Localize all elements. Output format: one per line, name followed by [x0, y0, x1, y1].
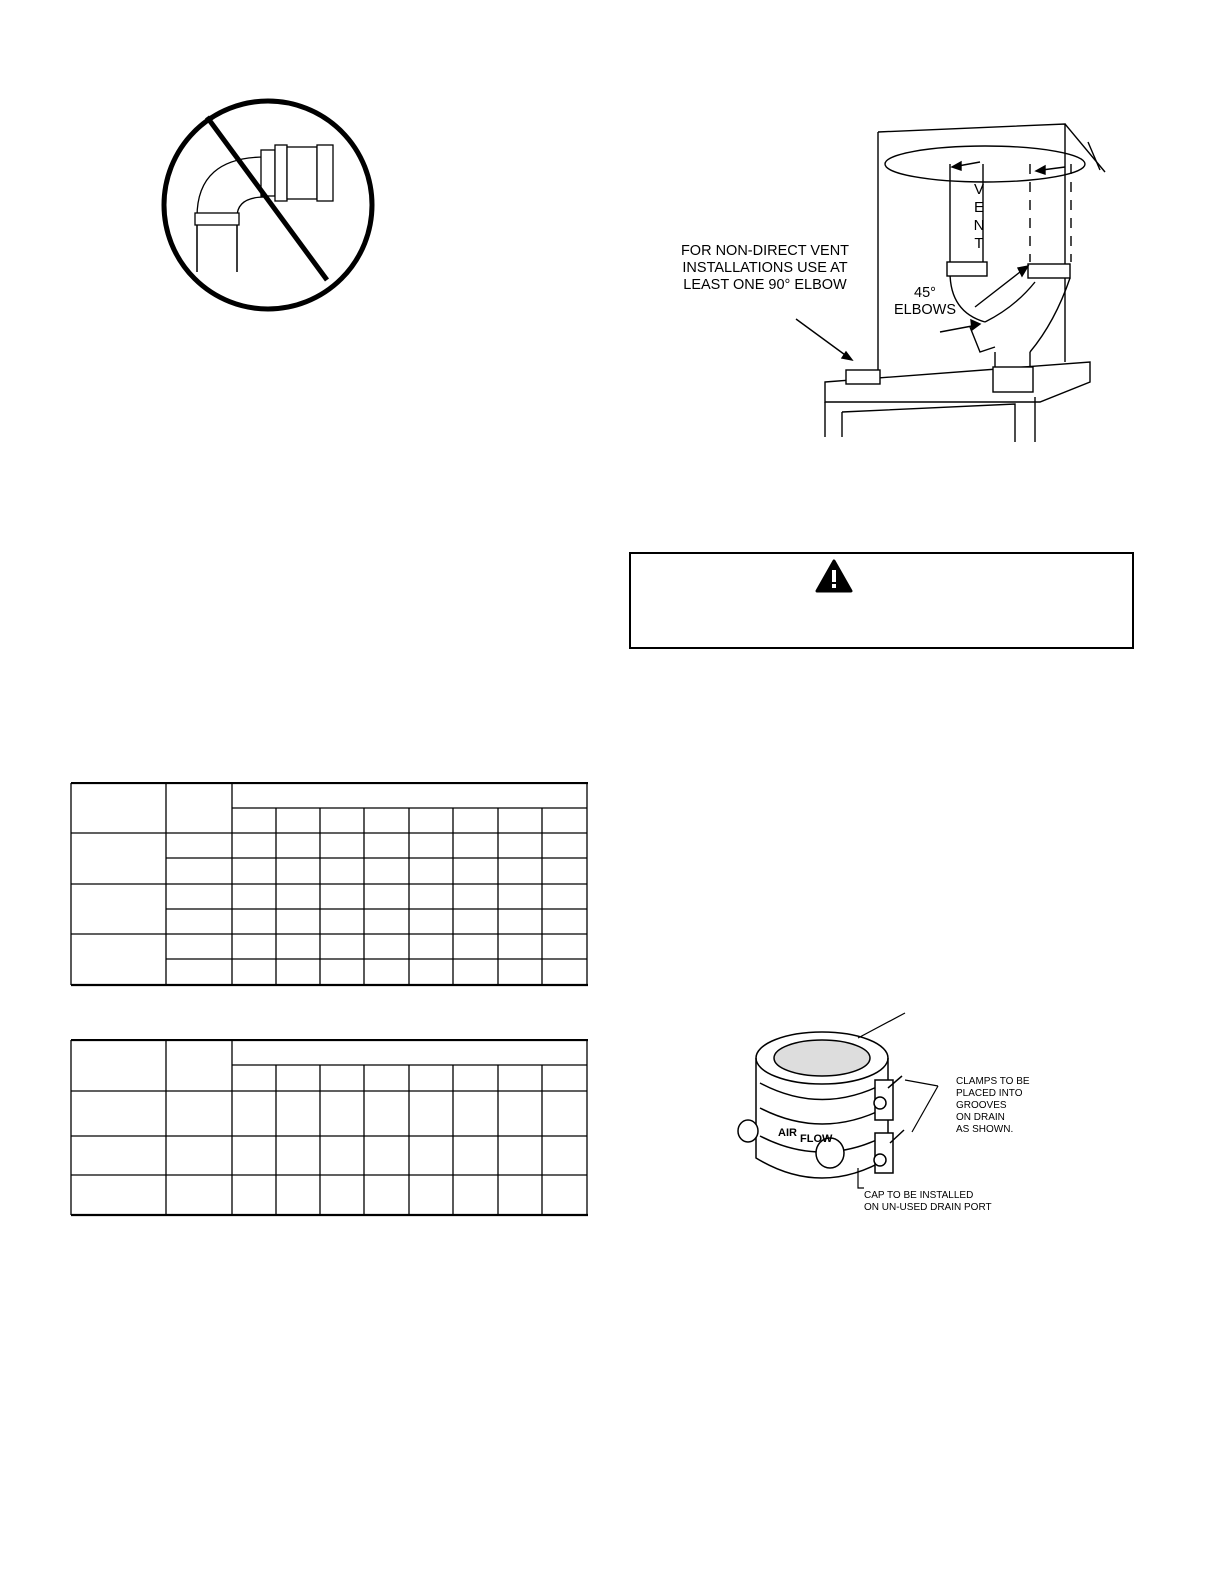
vent-pipe [947, 164, 1070, 392]
no-symbol-icon [164, 101, 372, 309]
cap-callout: CAP TO BE INSTALLED ON UN-USED DRAIN PORT [864, 1190, 992, 1213]
clamps-callout: CLAMPS TO BE PLACED INTO GROOVES ON DRAIN AS SHOWN. [956, 1076, 1030, 1135]
warning-box [629, 552, 1134, 649]
vent-letter: E [973, 199, 985, 216]
vent-letter: V [973, 181, 985, 198]
vent-letter: T [974, 235, 984, 252]
non-direct-vent-callout: FOR NON-DIRECT VENT INSTALLATIONS USE AT LEAST ONE 90° ELBOW [680, 243, 850, 293]
table-1-grid [71, 783, 588, 985]
table-2 [70, 1039, 590, 1219]
prohibited-elbow-figure [155, 95, 385, 315]
elbow-drawing [195, 145, 333, 272]
table-2-grid [71, 1040, 588, 1215]
coupling-text-flow: FLOW [800, 1133, 833, 1145]
table-1 [70, 782, 590, 988]
warning-triangle-icon [814, 558, 854, 594]
drain-callout-lines [840, 1060, 960, 1210]
vent-letter: N [973, 217, 985, 234]
coupling-text-air: AIR [778, 1127, 797, 1139]
elbows-45-callout: 45° ELBOWS [893, 285, 957, 318]
